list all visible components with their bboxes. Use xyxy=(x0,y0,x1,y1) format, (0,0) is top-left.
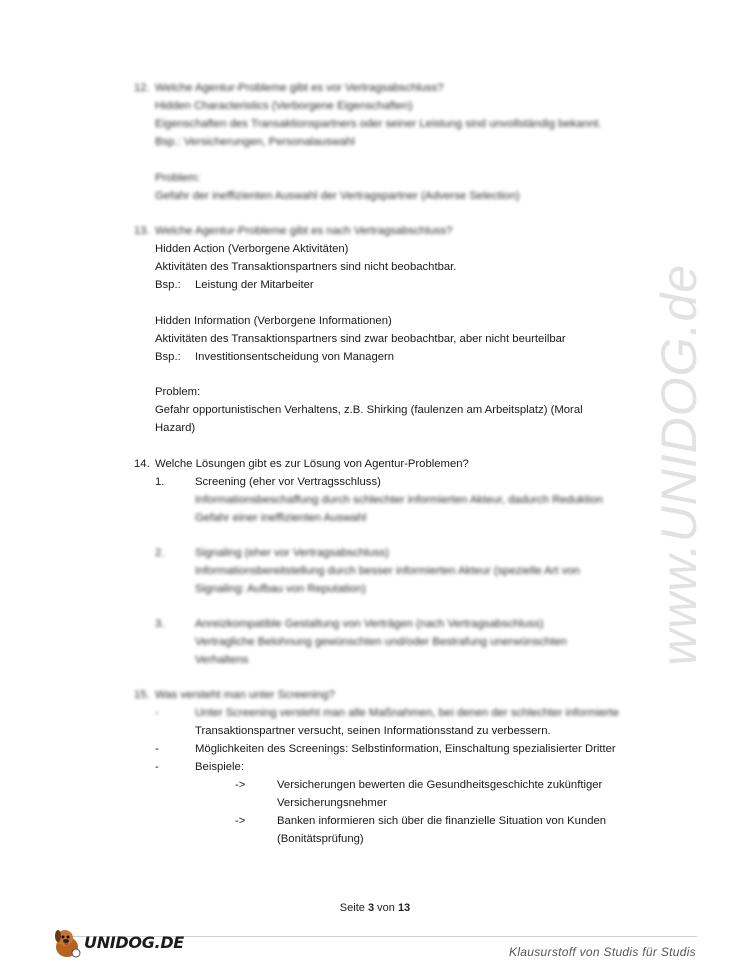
unidog-logo xyxy=(52,926,184,960)
footer-tagline: Klausurstoff von Studis für Studis xyxy=(509,945,696,959)
q15-arrow: -> xyxy=(235,815,246,827)
q14-item-line1: Informationsbereitstellung durch besser informierten Akteur (spezielle Art von xyxy=(195,565,580,577)
q12-line2: Eigenschaften des Transaktionspartners oder seiner Leistung sind unvollständig bekannt. xyxy=(155,118,602,130)
page-number xyxy=(0,900,750,918)
q15-bullet: - xyxy=(155,707,159,719)
q15-example1-line2: Versicherungsnehmer xyxy=(277,797,387,809)
q15-bullet1-line2: Transaktionspartner versucht, seinen Informationsstand zu verbessern. xyxy=(195,725,551,737)
q15-bullet1-line1: Unter Screening versteht man alle Maßnahmen, bei denen der schlechter informierte xyxy=(195,707,619,719)
q13-number: 13. xyxy=(134,225,150,237)
q14-item-line2: Signaling: Aufbau von Reputation) xyxy=(195,583,366,595)
page-current: 3 xyxy=(367,902,375,914)
q14-item-line2: Verhaltens xyxy=(195,654,249,666)
q15-bullet: - xyxy=(155,761,159,773)
page-prefix: Seite xyxy=(339,902,365,914)
q12-question: Welche Agentur-Probleme gibt es vor Vertragsabschluss? xyxy=(155,82,444,94)
q15-bullet2: Möglichkeiten des Screenings: Selbstinformation, Einschaltung spezialisierter Dritter xyxy=(195,743,616,755)
q15-number: 15. xyxy=(134,689,150,701)
q14-item-number: 3. xyxy=(155,618,165,630)
watermark xyxy=(640,250,720,680)
logo-text: UNIDOG.DE xyxy=(84,933,184,953)
q15-example1-line1: Versicherungen bewerten die Gesundheitsgeschichte zukünftiger xyxy=(277,779,603,791)
page-total: 13 xyxy=(397,902,411,914)
q14-item-number: 2. xyxy=(155,547,165,559)
q12-number: 12. xyxy=(134,82,150,94)
q14-item-number: 1. xyxy=(155,476,165,488)
q14-item-line1: Informationsbeschaffung durch schlechter informierten Akteur, dadurch Reduktion xyxy=(195,494,603,506)
q13-problem-line2: Hazard) xyxy=(155,422,196,434)
q14-item-title: Signaling (eher vor Vertragsabschluss) xyxy=(195,547,390,559)
q13-hidden-action-title: Hidden Action (Verborgene Aktivitäten) xyxy=(155,243,349,255)
q15-bullet: - xyxy=(155,743,159,755)
q13-hidden-info-title: Hidden Information (Verborgene Informationen) xyxy=(155,315,392,327)
q13-ha-bsp-label: Bsp.: xyxy=(155,279,181,291)
q14-item-line1: Vertragliche Belohnung gewünschten und/oder Bestrafung unerwünschten xyxy=(195,636,567,648)
q12-problem-text: Gefahr der ineffizienten Auswahl der Vertragspartner (Adverse Selection) xyxy=(155,190,520,202)
q13-hidden-info-text: Aktivitäten des Transaktionspartners sind zwar beobachtbar, aber nicht beurteilbar xyxy=(155,333,566,345)
q13-problem-label: Problem: xyxy=(155,386,201,398)
q14-number: 14. xyxy=(134,458,150,470)
q14-item-line2: Gefahr einer ineffizienten Auswahl xyxy=(195,512,367,524)
q15-question: Was versteht man unter Screening? xyxy=(155,689,335,701)
q14-question: Welche Lösungen gibt es zur Lösung von Agentur-Problemen? xyxy=(155,458,469,470)
q15-example2-line2: (Bonitätsprüfung) xyxy=(277,833,364,845)
q15-arrow: -> xyxy=(235,779,246,791)
q14-item-title: Anreizkompatible Gestaltung von Verträgen (nach Vertragsabschluss) xyxy=(195,618,544,630)
q15-bullet3: Beispiele: xyxy=(195,761,244,773)
watermark-text: www.UNIDOG.de xyxy=(651,264,708,666)
q13-hidden-action-text: Aktivitäten des Transaktionspartners sind nicht beobachtbar. xyxy=(155,261,457,273)
q13-question: Welche Agentur-Probleme gibt es nach Vertragsabschluss? xyxy=(155,225,453,237)
q13-hi-bsp-label: Bsp.: xyxy=(155,351,181,363)
dog-mascot-icon xyxy=(52,927,82,959)
q12-problem-label: Problem: xyxy=(155,172,201,184)
q14-item-title: Screening (eher vor Vertragsschluss) xyxy=(195,476,381,488)
q12-line1: Hidden Characteristics (Verborgene Eigenschaften) xyxy=(155,100,413,112)
q13-ha-example: Leistung der Mitarbeiter xyxy=(195,279,314,291)
q15-example2-line1: Banken informieren sich über die finanzielle Situation von Kunden xyxy=(277,815,607,827)
q13-problem-line1: Gefahr opportunistischen Verhaltens, z.B. Shirking (faulenzen am Arbeitsplatz) (Moral xyxy=(155,404,583,416)
q12-line3: Bsp.: Versicherungen, Personalauswahl xyxy=(155,136,355,148)
q13-hi-example: Investitionsentscheidung von Managern xyxy=(195,351,395,363)
page-mid: von xyxy=(377,902,395,914)
